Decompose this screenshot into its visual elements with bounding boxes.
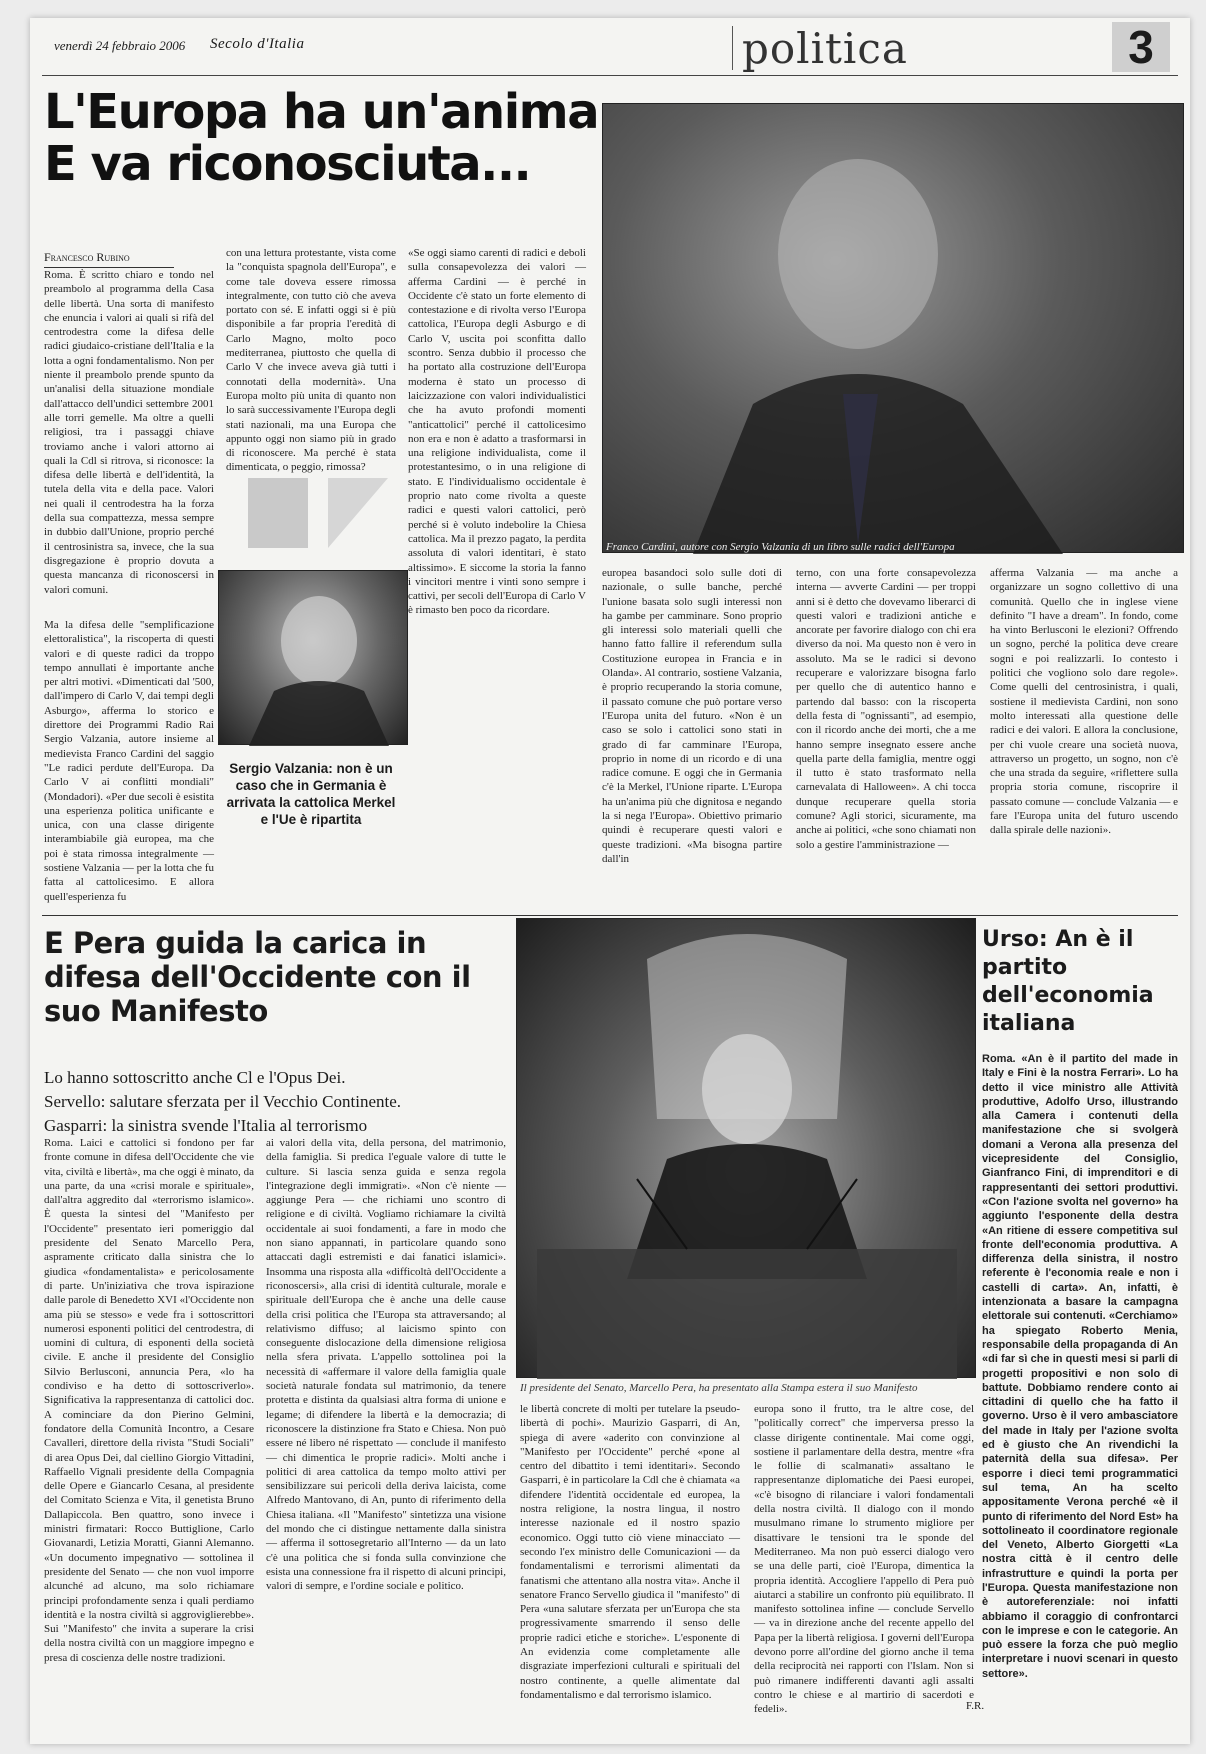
article2-column-3: le libertà concrete di molti per tutelare la pseudo-libertà di pochi». Maurizio Gasparri, di An, spiega di avere «aderito con convinzione al "Manifesto per l'Occidente" perché «pone al centro del dibattito i temi identitari». Secondo Gasparri, è in particolare la Cdl che è chiamata «a difendere l'identità occidentale ed europea, la nostra religione, la nostra lingua, il nostro interesse nazionale ed il nostro spazio economico. Oggi tutto ciò viene minacciato — secondo l'ex ministro delle Comunicazioni — da fondamentalismi e terrorismi alimentati da fanatismi che attentano alla nostra vita». Anche il senatore Franco Servello giudica il "manifesto" di Pera «una salutare sferzata per un'Europa che sta progressivamente smarrendo il senso delle proprie radici etiche e storiche». L'esponente di An evidenzia come completamente alle disgraziate imperfezioni culturali e spirituali del nostro continente, a quelle alimentate dal fondamentalismo e dal terrorismo islamico.: [520, 1403, 740, 1701]
article2-signature: F.R.: [966, 1700, 985, 1712]
deck-line-2: Servello: salutare sferzata per il Vecchio Continente.: [44, 1092, 402, 1111]
pera-photo-caption: Il presidente del Senato, Marcello Pera, ha presentato alla Stampa estera il suo Manifesto: [520, 1382, 918, 1394]
article2-headline: E Pera guida la carica in difesa dell'Occidente con il suo Manifesto: [44, 926, 471, 1028]
section-title: politica: [742, 24, 908, 73]
article2-column-1: Roma. Laici e cattolici si fondono per far fronte comune in difesa dell'Occidente che vie vita, civiltà e libertà», ma che oggi è minato, da una parte, da una «crisi morale e spirituale», dall'altra aggredito dal «terrorismo islamico». È questa la sintesi del "Manifesto per l'Occidente" presentato ieri pomeriggio dal presidente del Senato Marcello Pera, aspramente criticato dalla sinistra che lo giudica «fondamentalista» e pericolosamente di parte. Un'iniziativa che trova ispirazione dalle parole di Benedetto XVI «l'Occidente non ama più se stesso» e vede fra i sottoscrittori numerosi esponenti politici del centrodestra, di uomini di cultura, di esponenti della società civile. E anche il presidente del Consiglio Silvio Berlusconi, annuncia Pera, «lo ha condiviso e ha detto di sottoscriverlo». Significativa la rappresentanza di cattolici doc. A cominciare da don Pierino Gelmini, fondatore della Comunità Incontro, a Cesare Cavalleri, direttore della rivista "Studi Sociali" di area Opus Dei, dal ciellino Giorgio Vittadini, Raffaello Vignali presidente della Compagnia delle Opere e Giancarlo Cesana, al presidente del Comitato Scienza e Vita, il genetista Bruno Dallapiccola. Ben quattro, sono invece i ministri firmatari: Rocco Buttiglione, Carlo Giovanardi, Letizia Moratti, Gianni Alemanno. «Un documento impegnativo — sottolinea il presidente del Senato — che non vuol imporre alcunché ad alcuno, ma solo richiamare principi profondamente senza i quali perdiamo identità e la nostra civiltà si aggroviglierebbe». Sui "Manifesto" che invita a superare la crisi della nostra civiltà con un maggiore impegno e presa di coscienza delle nostre tradizioni.: [44, 1137, 254, 1664]
masthead: [42, 18, 1178, 76]
valzania-figure: [219, 571, 409, 746]
newspaper-page: [30, 18, 1190, 1744]
article3-headline: Urso: An è il partito dell'economia italiana: [982, 927, 1154, 1036]
cardini-photo: [602, 103, 1184, 553]
cardini-photo-caption: Franco Cardini, autore con Sergio Valzania di un libro sulle radici dell'Europa: [606, 541, 955, 553]
deck-line-3: Gasparri: la sinistra svende l'Italia al terrorismo: [44, 1116, 368, 1135]
decorative-graphic: [248, 478, 398, 558]
article1-column-6: europea basandoci solo sulle doti di nazionale, o sulle banche, perché l'unione basata solo sugli interessi non ha gambe per camminare. Sono proprio gli interessi solo materiali quelli che hanno fatto fallire il referendum sulla Costituzione europea in Francia e in Olanda». Al contrario, sostiene Valzania, è proprio recuperando la storia comune, il passato comune che può portare verso l'Europa unita del futuro. «Non è un caso se solo i cattolici sono stati in grado di far camminare l'Europa, proprio in nome di un ricordo e di una radice comune. E oggi che in Germania c'è la Merkel, l'Unione riparte. L'Europa ha un'anima più che dignitosa e negando la si nega l'Europa». Obiettivo primario quindi è recuperare questi valori e queste tradizioni. «Ma bisogna partire dall'in: [602, 567, 782, 865]
article2-column-4: europa sono il frutto, tra le altre cose, del "politically correct" che imperversa presso la classe dirigente continentale. Mai come oggi, sostiene il parlamentare della destra, mentre «fra le follie di scalmanati» assaltano le rappresentanze diplomatiche dei Paesi europei, «c'è bisogno di rilanciare i valori fondamentali della nostra civiltà. Il dialogo con il mondo musulmano rimane lo strumento migliore per disattivare le tensioni tra le sponde del Mediterraneo. Ma non può esserci dialogo vero se una delle parti, cioè l'Europa, dimentica la propria identità. Accogliere l'appello di Pera può aiutarci a stabilire un confronto più equilibrato. Il manifesto sottolinea infine — conclude Servello — va in direzione anche del recente appello del Papa per la libertà religiosa. I governi dell'Europa devono porre all'ordine del giorno anche il tema della reciprocità nei rapporti con l'Islam. Non si può rimanere indifferenti davanti agli assalti contro le chiese e al martirio di sacerdoti e fedeli».: [754, 1403, 974, 1716]
decorative-block-right: [328, 478, 388, 548]
article1-column-3: Ma la difesa delle "semplificazione elettoralistica", la riscoperta di questi valori e di queste radici da troppo tempo annullati è importante anche per altri motivi. «Dimenticati dal '500, dall'impero di Carlo V, dai tempi degli Asburgo», afferma lo storico e direttore dei Programmi Radio Rai Sergio Valzania, autore insieme al medievista Franco Cardini del saggio "Le radici perdute dell'Europa. Da Carlo V ai conflitti mondiali" (Mondadori). «Per due secoli è esistita una esperienza politica unificante e unica, con una classe dirigente interambiabile già europea, ma che poi è stata rimossa integralmente — sostiene Valzania — per la lotta che fu fatta al cattolicesimo. E allora quell'esperienza fu: [44, 619, 214, 903]
newspaper-name: Secolo d'Italia: [210, 36, 305, 52]
valzania-photo: [218, 570, 408, 745]
article1-column-8: afferma Valzania — ma anche a organizzare un sogno collettivo di una comunità. Quello che in inglese viene definito "I have a dream". In fondo, come ha vinto Berlusconi le elezioni? Offrendo un sogno, perché la politica deve creare sogni e poi realizzarli. Io contesto i politici che vogliono solo dare regole». Come quelli del centrosinistra, i quali, sostiene il medievista Cardini, non sono molto interessati alla questione delle radici e dei valori. E allora la conclusione, per chi vuole creare una società nuova, attraverso un progetto, un sogno, non c'è che una strada da seguire, «riflettere sulla propria storia comune, riscoprire il passato comune — conclude Valzania — e fare l'Europa unita del futuro uscendo dalla spirale delle nazioni».: [990, 567, 1178, 837]
article1-column-2: con una lettura protestante, vista come la "conquista spagnola dell'Europa", e come tale doveva essere rimossa integralmente, con tutto ciò che aveva portato con sé. E infatti oggi si è più disponibile a far propria l'eredità di Carlo Magno, molto poco mediterranea, piuttosto che quella di Carlo V che invece aveva già tutti i connotati della modernità». Una Europa molto più unita di quanto non lo sarà successivamente l'Europa degli stati nazionali, ma una Europa che appunto oggi non siamo più in grado di riconoscere. Ma perché è stata dimenticata, o peggio, rimossa?: [226, 247, 396, 474]
article2-deck: [44, 1066, 514, 1138]
page-number: 3: [1112, 22, 1170, 72]
article1-column-4: «Se oggi siamo carenti di radici e deboli sulla consapevolezza dei valori — afferma Cardini — è perché in Occidente c'è stato un forte elemento di contestazione e di rivolta verso l'Europa cattolica, l'Europa degli Asburgo e di Carlo V, uscita poi sconfitta dallo scontro. Senza dubbio il processo che ha portato alla costruzione dell'Europa moderna è stato un processo di laicizzazione con valori individualistici che ha avuto profondi momenti "anticattolici" perché il cattolicesimo non era e non è adatto a trasformarsi in una religione individualista, come il protestantesimo, o in una religione di stato. E l'individualismo occidentale è proprio nato come rivolta a queste radici e questi valori cattolici, però perché si è voluto indebolire la Chiesa cattolica. Ma il prezzo pagato, la perdita assoluta di valori identitari, è stato altissimo». E siccome la storia la fanno i vincitori mentre i vinti sono sempre i cattivi, per secoli dell'Europa di Carlo V è rimasto ben poco da ricordare.: [408, 247, 586, 617]
deck-line-1: Lo hanno sottoscritto anche Cl e l'Opus Dei.: [44, 1068, 346, 1087]
decorative-block-left: [248, 478, 308, 548]
article1-column-1: Roma. È scritto chiaro e tondo nel preambolo al programma della Casa delle libertà. Una sorta di manifesto che enuncia i valori ai quali si rifà del centrodestra come la difesa delle radici giudaico-cristiane dell'Italia e la lotta a ogni fondamentalismo. Non per niente il preambolo prende spunto da un'analisi della situazione mondiale dall'attacco dell'undici settembre 2001 alle torri gemelle. Ma oltre a quelli religiosi, tra i passaggi chiave troviamo anche i valori attorno ai quali la Cdl si ritrova, si riconosce: la difesa delle libertà e dell'identità, la tutela della vita e della pace. Valori nei quali il centrodestra ha la forza della sua compattezza, messa sempre in dubbio dall'Unione, proprio perché il centrosinistra sa, invece, che la sua disgregazione è proprio dovuta a questa mancanza di riconoscersi in valori comuni.: [44, 269, 214, 596]
article3-body: Roma. «An è il partito del made in Italy e Fini è la nostra Ferrari». Lo ha detto il vice ministro alle Attività produttive, Adolfo Urso, illustrando alla Camera i contenuti della manifestazione che si svolgerà domani a Verona alla presenza del vicepresidente del Consiglio, Gianfranco Fini, di imprenditori e di rappresentanti dei settori produttivi. «Con l'azione svolta nel governo» ha aggiunto l'esponente della destra «An ritiene di essere competitiva sul fronte dell'economia produttiva. A differenza della sinistra, il nostro referente è l'economia reale e non i castelli di carta». An, infatti, è intenzionata a basare la campagna elettorale sui contenuti. «Cerchiamo» ha spiegato Roberto Menia, responsabile della propaganda di An «di far sì che in questi mesi si parli di progetti propositivi e non solo di battute. Dobbiamo rendere conto ai cittadini di quello che ha fatto il governo. Urso è il vero ambasciatore del made in Italy per l'azione svolta ed è giusto che An rivendichi la paternità della sua difesa». Per esporre i dieci temi programmatici sul tema, An ha scelto appositamente Verona perché «è il punto di riferimento del Nord Est» ha sottolineato il coordinatore regionale del Veneto, Alberto Giorgetti «La nostra città è il centro delle infrastrutture e quindi la porta per l'Europa. Questa manifestazione non è autoreferenziale: noi infatti abbiamo il coraggio di confrontarci con le imprese e con le categorie. An può essere la forza che può meglio interpretare i nuovi scenari in questo settore».: [982, 1053, 1178, 1680]
article1-column-7: terno, con una forte consapevolezza interna — avverte Cardini — per troppi anni si è detto che dovevamo liberarci di questi valori e tradizioni antiche e ancorate per favorire dialogo con chi era diverso da noi. Ma questo non è vero in assoluto. Ma se le radici si devono recuperare e valorizzare bisogna farlo per quello che di autentico hanno e partendo dal basso: con la riscoperta della festa di "ognissanti", ad esempio, con il ricordo anche dei morti, che a me hanno sempre insegnato essere anche quella parte della famiglia, mentre oggi il tutto è stato trasformato nella carnevalata di Halloween». A chi tocca dunque recuperare quella storia comune? Agli storici, sicuramente, ma anche ai politici, «che sono chiamati non solo a gestire l'amministrazione —: [796, 567, 976, 851]
article1-byline: Francesco Rubino: [44, 250, 174, 268]
masthead-divider: [732, 26, 733, 70]
issue-date: venerdì 24 febbraio 2006: [54, 38, 186, 53]
valzania-pull-quote: Sergio Valzania: non è un caso che in Germania è arrivata la cattolica Merkel e l'Ue è ripartita: [226, 761, 396, 827]
bench-shape: [537, 1249, 957, 1379]
article2-column-2: ai valori della vita, della persona, del matrimonio, della famiglia. Si predica l'eguale valore di tutte le culture. Si lascia senza guida e senza regola l'integrazione degli immigrati». «Non c'è niente — aggiunge Pera — che richiami uno scontro di religione e di civiltà. Vogliamo richiamare la civiltà occidentale ai suoi fondamenti, a fare in modo che non siano appannati, in particolare quando sono attaccati dagli estremisti e dai fanatici islamici». Insomma una risposta alla «difficoltà dell'Occidente a riconoscersi», alla crisi di identità culturale, morale e spirituale dell'Europa che è anche una delle cause della crisi politica che l'Europa sta attraversando; al relativismo diffuso; al laicismo spinto con conseguente dislocazione della dimensione religiosa nella sfera privata. L'appello sottolinea poi la necessità di «affermare il valore della famiglia quale società naturale fondata sul matrimonio, da tenere protetta e distinta da qualsiasi altra forma di unione e legame; di difendere la libertà e la democrazia; di riconoscere la distinzione fra Stato e Chiesa. Non può essere né libero né rispettato — conclude il manifesto — chi dimentica le proprie radici». Molti anche i politici di area cattolica da tempo molto attivi per sensibilizzare sui pericoli della deriva laicista, come Alfredo Mantovano, di An, punto di riferimento della Chiesa italiana. «Il "Manifesto" sintetizza una visione del mondo che ci distingue nettamente dalla sinistra — afferma il sottosegretario all'Interno — da un lato c'è una politica che si fonda sulla convinzione che esista una connessione fra il rispetto di alcuni principi, valori di sempre, e l'ordine sociale e politico.: [266, 1137, 506, 1593]
article-divider: [42, 915, 1178, 916]
article1-headline: L'Europa ha un'anima E va riconosciuta...: [44, 84, 599, 192]
pera-photo: [516, 918, 976, 1378]
pera-figure: [517, 919, 977, 1379]
cardini-figure: [603, 104, 1185, 554]
